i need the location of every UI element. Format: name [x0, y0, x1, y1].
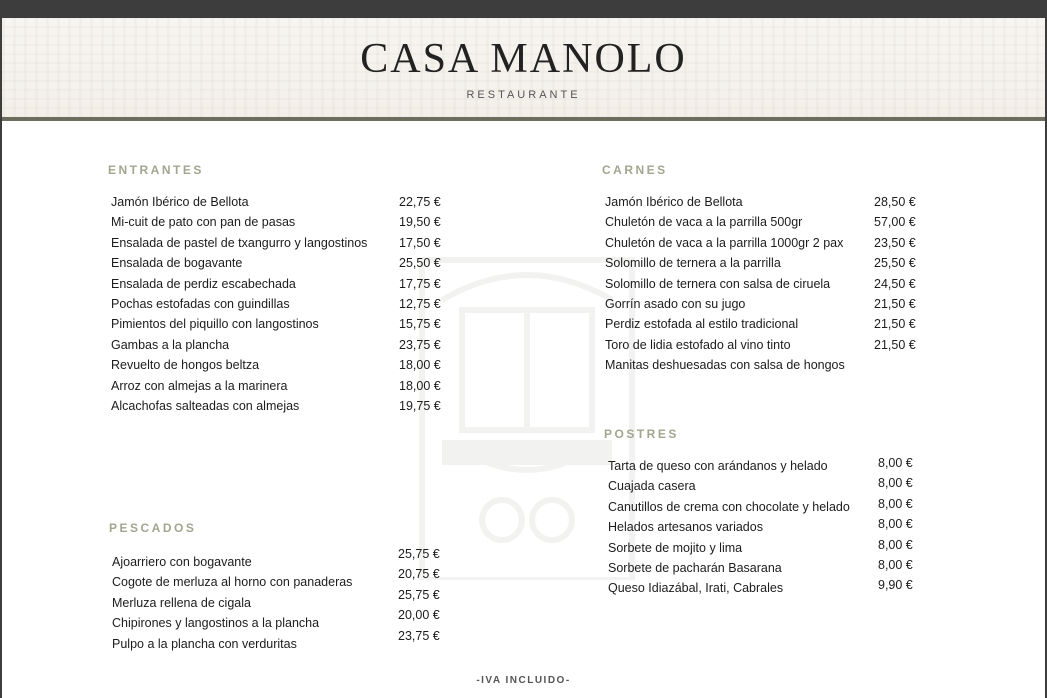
menu-item-price: 25,75 € — [398, 547, 440, 561]
header-divider — [2, 117, 1045, 121]
menu-item-name: Manitas deshuesadas con salsa de hongos — [605, 358, 845, 373]
menu-item-name: Chuletón de vaca a la parrilla 1000gr 2 pax — [605, 235, 844, 250]
menu-item-name: Toro de lidia estofado al vino tinto — [605, 337, 791, 352]
menu-item-name: Revuelto de hongos beltza — [111, 358, 260, 373]
menu-item-price: 8,00 € — [878, 517, 913, 532]
menu-item-price: 17,75 € — [399, 276, 441, 291]
menu-item-price: 57,00 € — [874, 215, 916, 230]
menu-item-name: Mi-cuit de pato con pan de pasas — [111, 215, 296, 230]
menu-item-price: 22,75 € — [399, 195, 441, 209]
menu-item-name: Sorbete de pacharán Basarana — [608, 561, 782, 575]
menu-item-price: 21,50 € — [874, 337, 916, 352]
menu-item-name: Gambas a la plancha — [111, 337, 230, 352]
menu-item-price: 8,00 € — [878, 496, 913, 511]
menu-item-name: Tarta de queso con arándanos y helado — [608, 459, 828, 473]
menu-item-name: Helados artesanos variados — [608, 520, 763, 535]
menu-item-name: Merluza rellena de cigala — [112, 595, 251, 610]
menu-item-price: 8,00 € — [878, 558, 913, 572]
section-title-pescados: PESCADOS — [109, 521, 197, 535]
menu-item-name: Pulpo a la plancha con verduritas — [112, 636, 297, 651]
menu-item-name: Cuajada casera — [608, 479, 696, 494]
menu-item-price: 21,50 € — [874, 297, 916, 311]
menu-item-name: Pochas estofadas con guindillas — [111, 297, 290, 311]
header-banner — [2, 18, 1045, 118]
menu-item-price: 12,75 € — [399, 297, 441, 311]
menu-item-price: 15,75 € — [399, 317, 441, 332]
menu-item-price: 20,00 € — [398, 608, 440, 623]
menu-item-name: Ensalada de pastel de txangurro y langostinos — [111, 235, 368, 250]
menu-item-name: Pimientos del piquillo con langostinos — [111, 317, 319, 332]
menu-item-name: Arroz con almejas a la marinera — [111, 378, 288, 393]
footer-iva-note: -IVA INCLUIDO- — [476, 675, 571, 686]
menu-item-name: Queso Idiazábal, Irati, Cabrales — [608, 581, 784, 596]
menu-item-name: Gorrín asado con su jugo — [605, 297, 746, 311]
menu-item-name: Ajoarriero con bogavante — [112, 555, 252, 569]
menu-item-name: Alcachofas salteadas con almejas — [111, 399, 300, 413]
menu-item-price: 23,50 € — [874, 235, 916, 250]
menu-item-price: 23,75 € — [398, 628, 440, 643]
section-title-entrantes: ENTRANTES — [108, 163, 204, 177]
menu-item-name: Ensalada de perdiz escabechada — [111, 276, 296, 291]
restaurant-name: CASA MANOLO — [360, 36, 687, 82]
menu-item-price: 28,50 € — [874, 195, 916, 209]
menu-item-price: 18,00 € — [399, 378, 441, 393]
menu-item-name: Canutillos de crema con chocolate y helado — [608, 499, 850, 514]
menu-item-price: 8,00 € — [878, 476, 913, 491]
menu-page — [2, 18, 1045, 698]
menu-item-name: Jamón Ibérico de Bellota — [605, 195, 743, 209]
menu-item-name: Cogote de merluza al horno con panaderas — [112, 575, 353, 590]
menu-item-price: 25,75 € — [398, 587, 440, 602]
menu-item-name: Chuletón de vaca a la parrilla 500gr — [605, 215, 803, 230]
menu-item-price: 23,75 € — [399, 337, 441, 352]
menu-item-price: 8,00 € — [878, 537, 913, 552]
menu-item-price: 19,50 € — [399, 215, 441, 230]
menu-item-name: Solomillo de ternera a la parrilla — [605, 256, 781, 271]
menu-item-name: Solomillo de ternera con salsa de ciruela — [605, 276, 831, 291]
menu-item-price: 25,50 € — [399, 256, 441, 271]
menu-item-price: 24,50 € — [874, 276, 916, 291]
menu-item-price: 19,75 € — [399, 399, 441, 413]
menu-item-name: Chipirones y langostinos a la plancha — [112, 616, 320, 631]
menu-item-price: 25,50 € — [874, 256, 916, 271]
menu-item-name: Perdiz estofada al estilo tradicional — [605, 317, 799, 332]
menu-item-name: Jamón Ibérico de Bellota — [111, 195, 249, 209]
section-title-carnes: CARNES — [602, 163, 668, 177]
menu-item-price: 9,90 € — [878, 578, 913, 593]
menu-item-price: 18,00 € — [399, 358, 441, 373]
menu-item-name: Ensalada de bogavante — [111, 256, 243, 271]
menu-item-price: 8,00 € — [878, 456, 913, 470]
menu-item-price: 21,50 € — [874, 317, 916, 332]
restaurant-subtitle: RESTAURANTE — [466, 89, 581, 101]
section-title-postres: POSTRES — [604, 427, 679, 441]
menu-item-price: 17,50 € — [399, 235, 441, 250]
menu-item-price: 20,75 € — [398, 567, 440, 582]
menu-item-name: Sorbete de mojito y lima — [608, 540, 743, 555]
